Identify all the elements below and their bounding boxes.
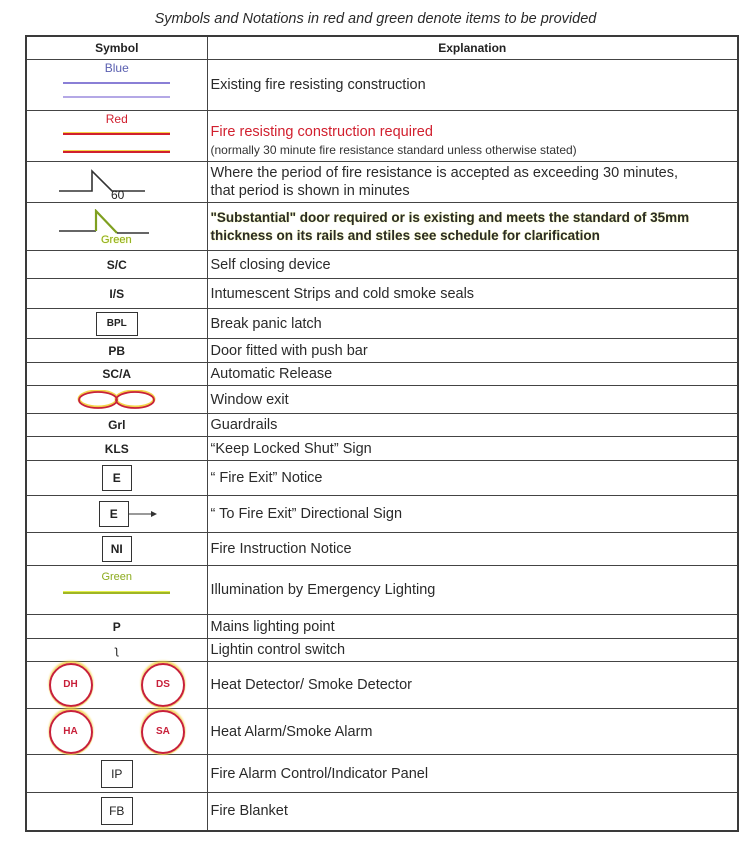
table-row: [26, 639, 738, 662]
explanation-text: that period is shown in minutes: [210, 183, 410, 199]
explanation-column-header: Explanation: [207, 36, 738, 60]
symbol-sca: SC/A: [26, 363, 207, 386]
table-row: [26, 709, 738, 755]
heat-detector-icon: DH: [49, 663, 93, 707]
table-row: [26, 615, 738, 639]
emergency-lighting-symbol: [26, 566, 207, 615]
fire-rating-label: 60: [111, 188, 125, 202]
green-label: Green: [101, 234, 132, 246]
fire-blanket-box-symbol: FB: [101, 797, 133, 825]
explanation-cell: [207, 203, 738, 251]
symbol-cell: [26, 793, 207, 831]
table-row: [26, 162, 738, 203]
explanation-text: Fire Blanket: [207, 793, 738, 831]
explanation-text: thickness on its rails and stiles see schedule for clarification: [210, 227, 600, 243]
legend-caption: Symbols and Notations in red and green denote items to be provided: [154, 11, 597, 27]
explanation-text: Illumination by Emergency Lighting: [207, 566, 738, 615]
table-row: [26, 60, 738, 111]
explanation-text: Heat Detector/ Smoke Detector: [207, 662, 738, 709]
red-label: Red: [105, 112, 128, 126]
table-row: [26, 533, 738, 566]
explanation-text: Existing fire resisting construction: [207, 60, 738, 111]
explanation-text: "Substantial" door required or is existing and meets the standard of 35mm: [210, 209, 690, 225]
table-row: [26, 437, 738, 461]
explanation-cell: [207, 162, 738, 203]
table-row: [26, 662, 738, 709]
table-row: [26, 793, 738, 831]
table-row: [26, 414, 738, 437]
symbol-pb: PB: [26, 339, 207, 363]
explanation-text: “Keep Locked Shut” Sign: [207, 437, 738, 461]
light-switch-icon: ʅ: [26, 639, 207, 662]
explanation-text: Heat Alarm/Smoke Alarm: [207, 709, 738, 755]
explanation-text: Break panic latch: [207, 309, 738, 339]
symbol-cell: [26, 533, 207, 566]
explanation-note: (normally 30 minute fire resistance standard unless otherwise stated): [210, 143, 577, 157]
green-label: Green: [101, 570, 133, 583]
symbol-cell: [26, 386, 207, 414]
red-line-icon: [63, 133, 170, 135]
blue-line-icon: [63, 96, 170, 98]
symbol-cell: [26, 496, 207, 533]
symbol-cell: [26, 309, 207, 339]
symbol-grl: Grl: [26, 414, 207, 437]
explanation-text: Self closing device: [207, 251, 738, 279]
table-row: [26, 203, 738, 251]
explanation-text: Fire Alarm Control/Indicator Panel: [207, 755, 738, 793]
table-row: [26, 496, 738, 533]
table-row: [26, 279, 738, 309]
fire-exit-box-symbol: E: [102, 465, 132, 491]
table-row: [26, 363, 738, 386]
door-60-symbol: [26, 162, 207, 203]
table-row: [26, 566, 738, 615]
symbol-sc: S/C: [26, 251, 207, 279]
symbols-legend-table: [25, 35, 739, 832]
red-line-icon: [63, 151, 170, 153]
symbol-cell: [26, 461, 207, 496]
table-row: [26, 386, 738, 414]
heat-alarm-icon: HA: [49, 710, 93, 754]
explanation-text: Fire Instruction Notice: [207, 533, 738, 566]
explanation-text: Automatic Release: [207, 363, 738, 386]
symbol-cell: [26, 662, 207, 709]
explanation-text: Lightin control switch: [207, 639, 738, 662]
symbol-cell: [26, 709, 207, 755]
table-row: [26, 111, 738, 162]
fire-instruction-box-symbol: NI: [102, 536, 132, 562]
symbol-p: P: [26, 615, 207, 639]
symbol-cell: [26, 755, 207, 793]
symbol-kls: KLS: [26, 437, 207, 461]
explanation-text: Window exit: [207, 386, 738, 414]
green-line-icon: [63, 592, 170, 594]
symbol-is: I/S: [26, 279, 207, 309]
smoke-detector-icon: DS: [141, 663, 185, 707]
indicator-panel-box-symbol: IP: [101, 760, 133, 788]
explanation-text: “ To Fire Exit” Directional Sign: [207, 496, 738, 533]
explanation-text: Where the period of fire resistance is accepted as exceeding 30 minutes,: [210, 165, 678, 181]
substantial-door-symbol: [26, 203, 207, 251]
table-row: [26, 251, 738, 279]
red-double-line-symbol: [26, 111, 207, 162]
explanation-text: “ Fire Exit” Notice: [207, 461, 738, 496]
window-exit-icon: [77, 390, 157, 410]
table-row: [26, 461, 738, 496]
explanation-cell: [207, 111, 738, 162]
fire-exit-box-symbol: E: [99, 501, 129, 527]
table-row: [26, 339, 738, 363]
explanation-text: Mains lighting point: [207, 615, 738, 639]
table-row: [26, 755, 738, 793]
arrow-right-icon: [129, 509, 157, 519]
bpl-box-symbol: BPL: [96, 312, 138, 336]
table-row: [26, 309, 738, 339]
explanation-text: Fire resisting construction required: [210, 124, 433, 140]
table-header-row: [26, 36, 738, 60]
smoke-alarm-icon: SA: [141, 710, 185, 754]
explanation-text: Intumescent Strips and cold smoke seals: [207, 279, 738, 309]
blue-label: Blue: [104, 61, 129, 75]
explanation-text: Guardrails: [207, 414, 738, 437]
blue-line-icon: [63, 82, 170, 84]
symbol-column-header: Symbol: [26, 36, 207, 60]
directional-sign-symbol: [99, 501, 157, 527]
blue-double-line-symbol: [26, 60, 207, 111]
explanation-text: Door fitted with push bar: [207, 339, 738, 363]
